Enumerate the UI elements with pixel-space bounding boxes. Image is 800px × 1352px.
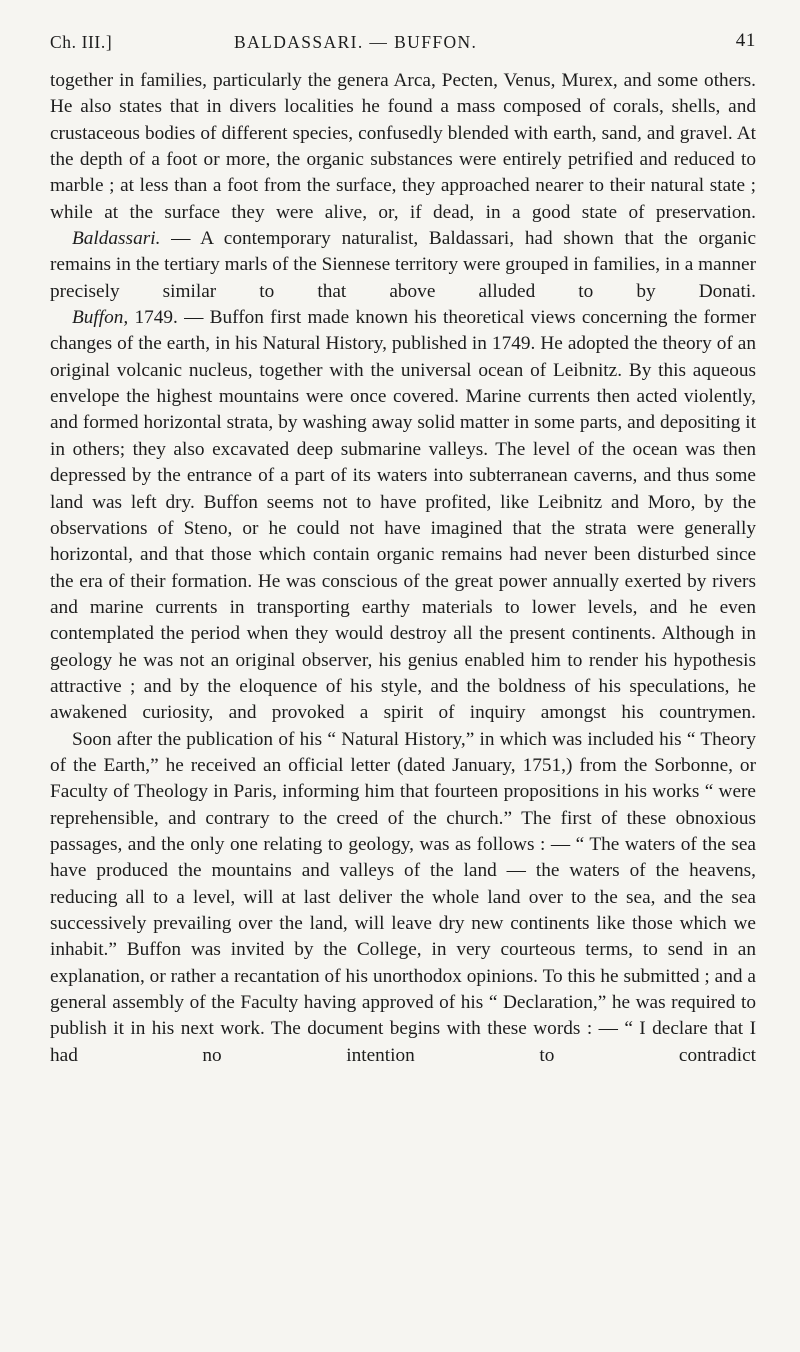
chapter-label: Ch. III.]	[50, 32, 113, 52]
paragraph-baldassari-text: — A contemporary naturalist, Baldassari, had shown that the organic remains in the tertiary marls of the Siennese territory were grouped in families, in a manner precisely similar to that above alluded to by Donati.	[50, 228, 756, 302]
page-number: 41	[735, 30, 756, 51]
paragraph-buffon-text: 1749. — Buffon first made known his theoretical views concerning the former changes of the earth, in his Natural History, published in 1749. He adopted the theory of an original volcanic nucleus, together with the universal ocean of Leibnitz. By this aqueous envelope the highest mountains were once covered. Marine currents then acted violently, and formed horizontal strata, by washing away solid matter in some parts, and depositing it in others; they also excavated deep submarine valleys. The level of the ocean was then depressed by the entrance of a part of its waters into subterranean caverns, and thus some land was left dry. Buffon seems not to have profited, like Leibnitz and Moro, by the observations of Steno, or he could not have imagined that the strata were generally horizontal, and that those which contain organic remains had never been disturbed since the era of their formation. He was conscious of the great power annually exerted by rivers and marine currents in transporting earthy materials to lower levels, and he even contemplated the period when they would destroy all the present continents. Although in geology he was not an original observer, his genius enabled him to render his hypothesis attractive ; and by the eloquence of his style, and the boldness of his speculations, he awakened curiosity, and provoked a spirit of inquiry amongst his countrymen.	[50, 307, 756, 724]
section-label-baldassari: Baldassari.	[72, 228, 161, 250]
book-page	[50, 28, 756, 1069]
paragraph-sorbonne: Soon after the publication of his “ Natural History,” in which was included his “ Theory of the Earth,” he received an official letter (dated January, 1751,) from the Sorbonne, or Faculty of Theology in Paris, informing him that fourteen propositions in his works “ were reprehensible, and contrary to the creed of the church.” The first of these obnoxious passages, and the only one relating to geology, was as follows : — “ The waters of the sea have produced the mountains and valleys of the land — the waters of the heavens, reducing all to a level, will at last deliver the whole land over to the sea, and the sea successively prevailing over the land, will leave dry new continents like those which we inhabit.” Buffon was invited by the College, in very courteous terms, to send in an explanation, or rather a recantation of his unorthodox opinions. To this he submitted ; and a general assembly of the Faculty having approved of his “ Declaration,” he was required to publish it in his next work. The document begins with these words : — “ I declare that I had no intention to contradict	[50, 728, 756, 1066]
paragraph-buffon	[50, 305, 756, 727]
running-title: BALDASSARI. — BUFFON.	[234, 32, 478, 52]
running-head	[50, 28, 756, 58]
paragraph-baldassari	[50, 226, 756, 305]
section-label-buffon: Buffon,	[72, 307, 129, 329]
body-text	[50, 68, 756, 1069]
paragraph-donati-continued: together in families, particularly the genera Arca, Pecten, Venus, Murex, and some others. He also states that in divers localities he found a mass composed of corals, shells, and crustaceous bodies of different species, confusedly blended with earth, sand, and gravel. At the depth of a foot or more, the organic substances were entirely petrified and reduced to marble ; at less than a foot from the surface, they approached nearer to their natural state ; while at the surface they were alive, or, if dead, in a good state of preservation.	[50, 70, 756, 223]
